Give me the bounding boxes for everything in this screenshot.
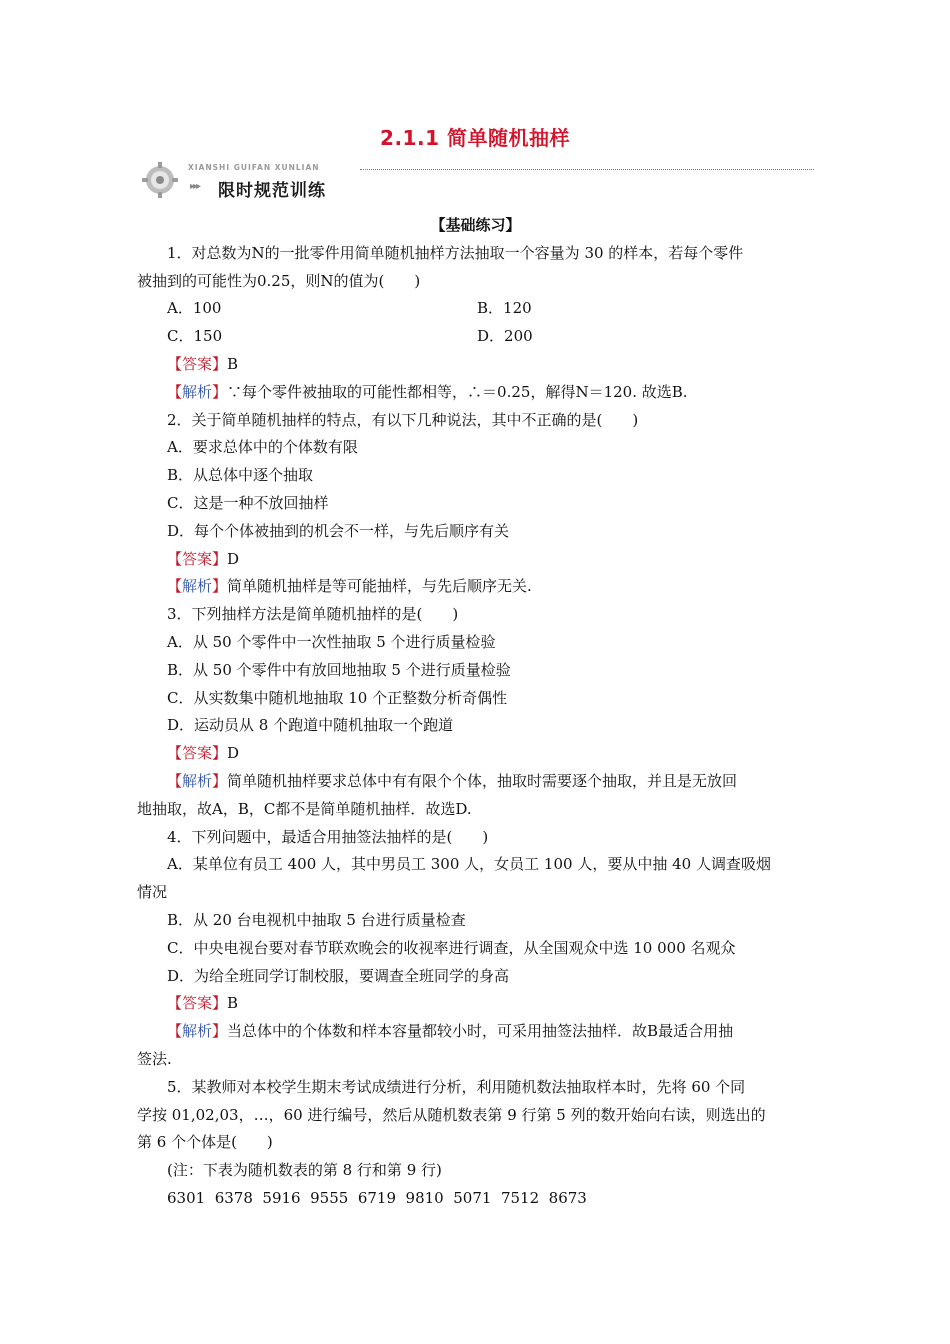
exercise-content — [137, 212, 814, 1213]
random-table-row-8: 6301 6378 5916 9555 6719 9810 5071 7512 8673 — [167, 1188, 587, 1207]
banner-label: 限时规范训练 — [218, 181, 326, 201]
question-1-answer: 【答案】B — [167, 354, 239, 373]
option-c: C．150 — [167, 327, 223, 346]
question-3-analysis-cont: 地抽取，故A，B，C都不是简单随机抽样．故选D. — [137, 799, 472, 818]
question-2-analysis: 【解析】简单随机抽样是等可能抽样，与先后顺序无关. — [167, 577, 532, 596]
question-5-stem: 5．某教师对本校学生期末考试成绩进行分析，利用随机数法抽取样本时，先将 60 个同 — [167, 1077, 746, 1096]
section-banner — [138, 154, 814, 206]
option-c: C．从实数集中随机地抽取 10 个正整数分析奇偶性 — [167, 688, 508, 707]
option-b: B．从 20 台电视机中抽取 5 台进行质量检查 — [167, 910, 466, 929]
question-5-note: (注：下表为随机数表的第 8 行和第 9 行) — [167, 1161, 442, 1180]
question-3-stem: 3．下列抽样方法是简单随机抽样的是( ) — [167, 605, 459, 624]
option-d: D．200 — [477, 327, 533, 346]
banner-pinyin: XIANSHI GUIFAN XUNLIAN — [188, 163, 320, 172]
question-1-analysis: 【解析】∵每个零件被抽取的可能性都相等，∴＝0.25，解得N＝120. 故选B. — [167, 382, 688, 401]
option-d: D．每个个体被抽到的机会不一样，与先后顺序有关 — [167, 521, 510, 540]
option-c: C．中央电视台要对春节联欢晚会的收视率进行调查，从全国观众中选 10 000 名观众 — [167, 938, 736, 957]
question-4-answer: 【答案】B — [167, 994, 239, 1013]
option-b: B．从 50 个零件中有放回地抽取 5 个进行质量检验 — [167, 660, 511, 679]
question-4-stem: 4．下列问题中，最适合用抽签法抽样的是( ) — [167, 827, 489, 846]
question-1-options-row2 — [137, 323, 814, 351]
arrow-icon: ▸▸▸ — [190, 181, 200, 192]
option-a-cont: 情况 — [137, 883, 168, 902]
question-2-stem: 2．关于简单随机抽样的特点，有以下几种说法，其中不正确的是( ) — [167, 410, 639, 429]
option-b: B．120 — [477, 299, 532, 318]
question-3-answer: 【答案】D — [167, 744, 240, 763]
question-2-answer: 【答案】D — [167, 549, 240, 568]
option-a: A．某单位有员工 400 人，其中男员工 300 人，女员工 100 人，要从中抽 40 人调查吸烟 — [167, 855, 771, 874]
option-d: D．运动员从 8 个跑道中随机抽取一个跑道 — [167, 716, 454, 735]
page-title: 2.1.1 简单随机抽样 — [380, 126, 570, 150]
option-b: B．从总体中逐个抽取 — [167, 466, 314, 485]
question-3-analysis: 【解析】简单随机抽样要求总体中有有限个个体，抽取时需要逐个抽取，并且是无放回 — [167, 771, 738, 790]
question-1-stem-cont: 被抽到的可能性为0.25，则N的值为( ) — [137, 271, 421, 290]
question-1-options-row1 — [137, 295, 814, 323]
question-4-analysis-cont: 签法. — [137, 1049, 172, 1068]
option-d: D．为给全班同学订制校服，要调查全班同学的身高 — [167, 966, 510, 985]
question-1-stem: 1．对总数为N的一批零件用简单随机抽样方法抽取一个容量为 30 的样本，若每个零件 — [167, 243, 744, 262]
banner-divider — [360, 169, 814, 170]
question-5-stem-cont: 学按 01,02,03，…，60 进行编号，然后从随机数表第 9 行第 5 列的数开始向右读，则选出的 — [137, 1105, 766, 1124]
gear-icon — [142, 162, 178, 198]
section-heading: 【基础练习】 — [430, 216, 521, 234]
option-c: C．这是一种不放回抽样 — [167, 493, 329, 512]
question-5-stem-cont2: 第 6 个个体是( ) — [137, 1133, 273, 1152]
option-a: A．要求总体中的个体数有限 — [167, 438, 358, 457]
option-a: A．从 50 个零件中一次性抽取 5 个进行质量检验 — [167, 632, 496, 651]
question-4-analysis: 【解析】当总体中的个体数和样本容量都较小时，可采用抽签法抽样．故B最适合用抽 — [167, 1022, 734, 1041]
option-a: A．100 — [167, 299, 222, 318]
